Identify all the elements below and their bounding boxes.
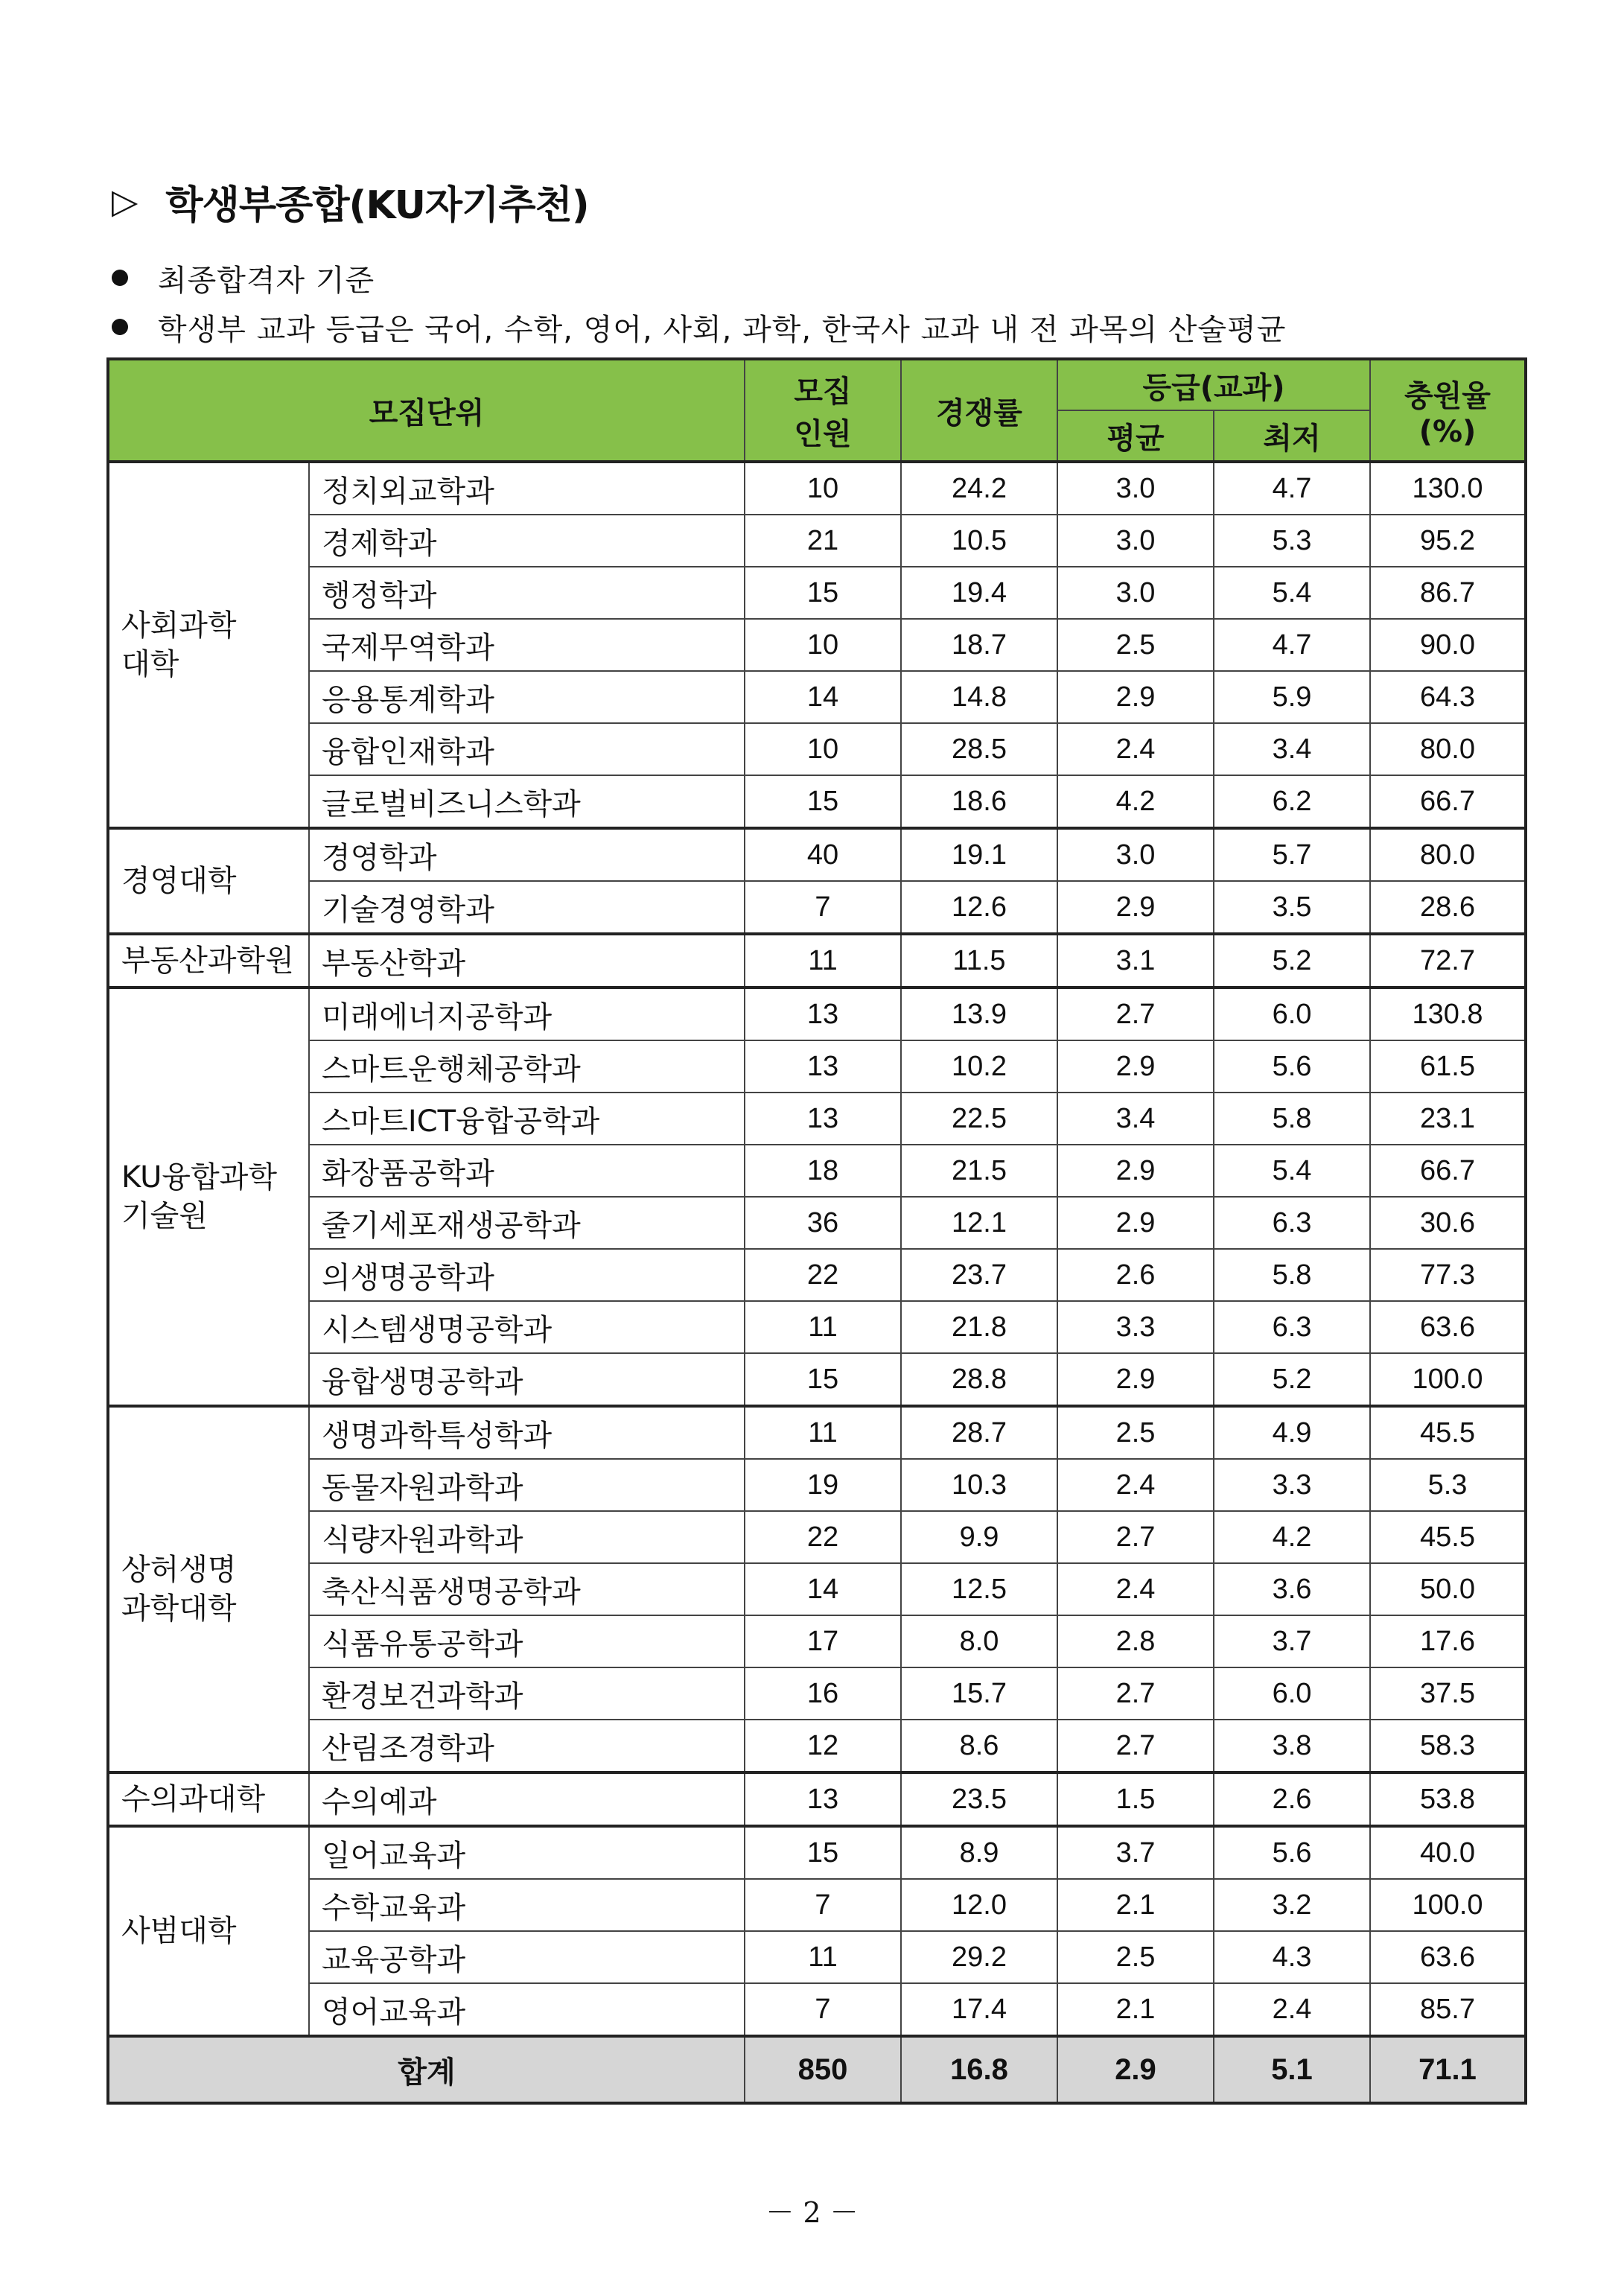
grade-avg-cell: 2.7: [1057, 1667, 1214, 1720]
quota-cell: 21: [745, 515, 901, 567]
grade-min-cell: 5.3: [1214, 515, 1370, 567]
quota-cell: 15: [745, 1353, 901, 1406]
grade-min-cell: 3.4: [1214, 723, 1370, 775]
dept-cell: 일어교육과: [309, 1826, 745, 1879]
fill-rate-cell: 23.1: [1370, 1093, 1526, 1145]
dept-cell: 미래에너지공학과: [309, 988, 745, 1040]
header-fill-rate: [1370, 359, 1526, 462]
table-row: [108, 1772, 1526, 1826]
competition-cell: 28.5: [901, 723, 1057, 775]
grade-min-cell: 2.6: [1214, 1772, 1370, 1826]
total-grade-min: 5.1: [1214, 2036, 1370, 2103]
grade-min-cell: 5.2: [1214, 1353, 1370, 1406]
grade-min-cell: 3.7: [1214, 1615, 1370, 1667]
fill-rate-cell: 40.0: [1370, 1826, 1526, 1879]
competition-cell: 10.3: [901, 1459, 1057, 1511]
note-text: 최종합격자 기준: [158, 263, 375, 298]
table-row: [108, 567, 1526, 619]
college-cell: 사회과학 대학: [108, 462, 309, 828]
quota-cell: 10: [745, 723, 901, 775]
fill-rate-cell: 63.6: [1370, 1931, 1526, 1983]
college-cell: 부동산과학원: [108, 934, 309, 988]
dept-cell: 경제학과: [309, 515, 745, 567]
note-item: [112, 253, 1286, 302]
table-row: [108, 1615, 1526, 1667]
quota-cell: 36: [745, 1197, 901, 1249]
competition-cell: 22.5: [901, 1093, 1057, 1145]
dept-cell: 응용통계학과: [309, 671, 745, 723]
header-grade-avg: 평균: [1057, 410, 1214, 462]
competition-cell: 13.9: [901, 988, 1057, 1040]
table-row: [108, 1879, 1526, 1931]
fill-rate-cell: 90.0: [1370, 619, 1526, 671]
fill-rate-cell: 130.0: [1370, 462, 1526, 515]
total-competition: 16.8: [901, 2036, 1057, 2103]
quota-cell: 13: [745, 988, 901, 1040]
grade-min-cell: 5.6: [1214, 1826, 1370, 1879]
total-grade-avg: 2.9: [1057, 2036, 1214, 2103]
dept-cell: 식품유통공학과: [309, 1615, 745, 1667]
table-row: [108, 828, 1526, 881]
competition-cell: 19.1: [901, 828, 1057, 881]
grade-min-cell: 6.3: [1214, 1301, 1370, 1353]
college-cell: 경영대학: [108, 828, 309, 934]
fill-rate-cell: 61.5: [1370, 1040, 1526, 1093]
grade-avg-cell: 3.3: [1057, 1301, 1214, 1353]
fill-rate-cell: 80.0: [1370, 723, 1526, 775]
fill-rate-cell: 66.7: [1370, 775, 1526, 828]
table-row: [108, 775, 1526, 828]
dept-cell: 경영학과: [309, 828, 745, 881]
grade-min-cell: 4.3: [1214, 1931, 1370, 1983]
grade-min-cell: 5.8: [1214, 1093, 1370, 1145]
table-row: [108, 1353, 1526, 1406]
quota-cell: 22: [745, 1511, 901, 1563]
grade-avg-cell: 2.9: [1057, 671, 1214, 723]
table-row: [108, 1563, 1526, 1615]
fill-rate-cell: 72.7: [1370, 934, 1526, 988]
header-row: [108, 359, 1526, 410]
grade-min-cell: 6.0: [1214, 1667, 1370, 1720]
dept-cell: 융합생명공학과: [309, 1353, 745, 1406]
grade-avg-cell: 2.9: [1057, 1353, 1214, 1406]
header-competition: 경쟁률: [901, 359, 1057, 462]
grade-min-cell: 4.9: [1214, 1406, 1370, 1459]
table-row: [108, 619, 1526, 671]
grade-avg-cell: 2.1: [1057, 1879, 1214, 1931]
header-quota-line1: 모집: [794, 375, 852, 409]
total-row: [108, 2036, 1526, 2103]
dept-cell: 국제무역학과: [309, 619, 745, 671]
bullet-icon: [112, 270, 128, 286]
competition-cell: 8.0: [901, 1615, 1057, 1667]
quota-cell: 15: [745, 775, 901, 828]
grade-avg-cell: 2.7: [1057, 1511, 1214, 1563]
fill-rate-cell: 37.5: [1370, 1667, 1526, 1720]
quota-cell: 22: [745, 1249, 901, 1301]
grade-avg-cell: 3.0: [1057, 567, 1214, 619]
quota-cell: 19: [745, 1459, 901, 1511]
grade-min-cell: 2.4: [1214, 1983, 1370, 2036]
grade-min-cell: 4.7: [1214, 619, 1370, 671]
fill-rate-cell: 45.5: [1370, 1511, 1526, 1563]
grade-avg-cell: 2.7: [1057, 988, 1214, 1040]
header-quota-line2: 인원: [794, 417, 852, 451]
total-quota: 850: [745, 2036, 901, 2103]
fill-rate-cell: 64.3: [1370, 671, 1526, 723]
grade-avg-cell: 4.2: [1057, 775, 1214, 828]
fill-rate-cell: 5.3: [1370, 1459, 1526, 1511]
table-row: [108, 988, 1526, 1040]
grade-min-cell: 4.7: [1214, 462, 1370, 515]
quota-cell: 7: [745, 1983, 901, 2036]
table-row: [108, 1931, 1526, 1983]
grade-avg-cell: 3.7: [1057, 1826, 1214, 1879]
grade-avg-cell: 3.4: [1057, 1093, 1214, 1145]
grade-avg-cell: 2.6: [1057, 1249, 1214, 1301]
total-label: 합계: [108, 2036, 745, 2103]
grade-min-cell: 5.8: [1214, 1249, 1370, 1301]
college-cell: 상허생명 과학대학: [108, 1406, 309, 1772]
fill-rate-cell: 53.8: [1370, 1772, 1526, 1826]
dept-cell: 정치외교학과: [309, 462, 745, 515]
quota-cell: 11: [745, 934, 901, 988]
fill-rate-cell: 17.6: [1370, 1615, 1526, 1667]
note-text: 학생부 교과 등급은 국어, 수학, 영어, 사회, 과학, 한국사 교과 내 전 과목의 산술평균: [158, 312, 1287, 347]
dept-cell: 교육공학과: [309, 1931, 745, 1983]
grade-min-cell: 3.6: [1214, 1563, 1370, 1615]
quota-cell: 15: [745, 1826, 901, 1879]
quota-cell: 17: [745, 1615, 901, 1667]
section-title: [112, 171, 589, 231]
grade-min-cell: 5.4: [1214, 1145, 1370, 1197]
competition-cell: 18.7: [901, 619, 1057, 671]
total-fill-rate: 71.1: [1370, 2036, 1526, 2103]
quota-cell: 11: [745, 1406, 901, 1459]
table-row: [108, 1249, 1526, 1301]
grade-avg-cell: 2.4: [1057, 723, 1214, 775]
dept-cell: 환경보건과학과: [309, 1667, 745, 1720]
competition-cell: 14.8: [901, 671, 1057, 723]
quota-cell: 10: [745, 462, 901, 515]
dept-cell: 기술경영학과: [309, 881, 745, 934]
grade-min-cell: 6.2: [1214, 775, 1370, 828]
page-number: － 2 －: [765, 2196, 859, 2229]
table-row: [108, 1145, 1526, 1197]
grade-avg-cell: 2.5: [1057, 1406, 1214, 1459]
dept-cell: 의생명공학과: [309, 1249, 745, 1301]
grade-avg-cell: 2.9: [1057, 881, 1214, 934]
grade-avg-cell: 2.9: [1057, 1040, 1214, 1093]
dept-cell: 줄기세포재생공학과: [309, 1197, 745, 1249]
grade-avg-cell: 3.0: [1057, 462, 1214, 515]
grade-min-cell: 3.3: [1214, 1459, 1370, 1511]
header-unit: 모집단위: [108, 359, 745, 462]
note-item: [112, 302, 1286, 352]
bullet-icon: [112, 319, 128, 335]
table-body: [108, 462, 1526, 2103]
quota-cell: 11: [745, 1931, 901, 1983]
college-cell: 수의과대학: [108, 1772, 309, 1826]
competition-cell: 9.9: [901, 1511, 1057, 1563]
college-cell: KU융합과학 기술원: [108, 988, 309, 1406]
college-cell: 사범대학: [108, 1826, 309, 2036]
competition-cell: 23.7: [901, 1249, 1057, 1301]
fill-rate-cell: 95.2: [1370, 515, 1526, 567]
grade-avg-cell: 2.5: [1057, 619, 1214, 671]
competition-cell: 29.2: [901, 1931, 1057, 1983]
competition-cell: 12.5: [901, 1563, 1057, 1615]
table-row: [108, 1511, 1526, 1563]
header-fill-line2: (%): [1418, 414, 1477, 449]
grade-min-cell: 3.8: [1214, 1720, 1370, 1772]
grade-avg-cell: 3.0: [1057, 828, 1214, 881]
dept-cell: 생명과학특성학과: [309, 1406, 745, 1459]
table-row: [108, 1459, 1526, 1511]
competition-cell: 21.8: [901, 1301, 1057, 1353]
fill-rate-cell: 100.0: [1370, 1879, 1526, 1931]
fill-rate-cell: 130.8: [1370, 988, 1526, 1040]
dept-cell: 수학교육과: [309, 1879, 745, 1931]
competition-cell: 8.9: [901, 1826, 1057, 1879]
dept-cell: 화장품공학과: [309, 1145, 745, 1197]
quota-cell: 11: [745, 1301, 901, 1353]
table-row: [108, 515, 1526, 567]
competition-cell: 12.6: [901, 881, 1057, 934]
dept-cell: 행정학과: [309, 567, 745, 619]
grade-avg-cell: 2.9: [1057, 1197, 1214, 1249]
competition-cell: 11.5: [901, 934, 1057, 988]
fill-rate-cell: 77.3: [1370, 1249, 1526, 1301]
dept-cell: 부동산학과: [309, 934, 745, 988]
header-grade: 등급(교과): [1057, 359, 1370, 410]
triangle-marker-icon: ▷: [112, 181, 138, 221]
grade-min-cell: 5.2: [1214, 934, 1370, 988]
dept-cell: 식량자원과학과: [309, 1511, 745, 1563]
competition-cell: 21.5: [901, 1145, 1057, 1197]
grade-min-cell: 6.3: [1214, 1197, 1370, 1249]
quota-cell: 14: [745, 1563, 901, 1615]
competition-cell: 8.6: [901, 1720, 1057, 1772]
header-fill-line1: 충원율: [1404, 378, 1491, 413]
dept-cell: 스마트운행체공학과: [309, 1040, 745, 1093]
quota-cell: 16: [745, 1667, 901, 1720]
quota-cell: 10: [745, 619, 901, 671]
admission-results-table: [106, 357, 1527, 2105]
table-row: [108, 1983, 1526, 2036]
quota-cell: 40: [745, 828, 901, 881]
table-row: [108, 671, 1526, 723]
quota-cell: 14: [745, 671, 901, 723]
competition-cell: 24.2: [901, 462, 1057, 515]
quota-cell: 13: [745, 1040, 901, 1093]
fill-rate-cell: 45.5: [1370, 1406, 1526, 1459]
competition-cell: 17.4: [901, 1983, 1057, 2036]
grade-min-cell: 6.0: [1214, 988, 1370, 1040]
table-row: [108, 1301, 1526, 1353]
dept-cell: 산림조경학과: [309, 1720, 745, 1772]
quota-cell: 12: [745, 1720, 901, 1772]
competition-cell: 10.5: [901, 515, 1057, 567]
dept-cell: 영어교육과: [309, 1983, 745, 2036]
grade-avg-cell: 2.5: [1057, 1931, 1214, 1983]
quota-cell: 13: [745, 1772, 901, 1826]
grade-avg-cell: 2.4: [1057, 1563, 1214, 1615]
grade-min-cell: 3.2: [1214, 1879, 1370, 1931]
fill-rate-cell: 63.6: [1370, 1301, 1526, 1353]
header-grade-min: 최저: [1214, 410, 1370, 462]
table-row: [108, 1667, 1526, 1720]
table-row: [108, 1406, 1526, 1459]
grade-min-cell: 3.5: [1214, 881, 1370, 934]
quota-cell: 7: [745, 1879, 901, 1931]
grade-min-cell: 5.6: [1214, 1040, 1370, 1093]
table-row: [108, 1197, 1526, 1249]
competition-cell: 23.5: [901, 1772, 1057, 1826]
competition-cell: 15.7: [901, 1667, 1057, 1720]
grade-avg-cell: 3.0: [1057, 515, 1214, 567]
grade-avg-cell: 1.5: [1057, 1772, 1214, 1826]
fill-rate-cell: 50.0: [1370, 1563, 1526, 1615]
table-row: [108, 1720, 1526, 1772]
table-row: [108, 1826, 1526, 1879]
table-row: [108, 881, 1526, 934]
competition-cell: 28.7: [901, 1406, 1057, 1459]
grade-avg-cell: 2.1: [1057, 1983, 1214, 2036]
dept-cell: 글로벌비즈니스학과: [309, 775, 745, 828]
grade-avg-cell: 2.9: [1057, 1145, 1214, 1197]
dept-cell: 동물자원과학과: [309, 1459, 745, 1511]
fill-rate-cell: 30.6: [1370, 1197, 1526, 1249]
competition-cell: 12.1: [901, 1197, 1057, 1249]
grade-avg-cell: 3.1: [1057, 934, 1214, 988]
grade-avg-cell: 2.4: [1057, 1459, 1214, 1511]
grade-min-cell: 5.4: [1214, 567, 1370, 619]
fill-rate-cell: 80.0: [1370, 828, 1526, 881]
grade-avg-cell: 2.7: [1057, 1720, 1214, 1772]
table-row: [108, 934, 1526, 988]
header-quota: [745, 359, 901, 462]
fill-rate-cell: 100.0: [1370, 1353, 1526, 1406]
quota-cell: 15: [745, 567, 901, 619]
dept-cell: 축산식품생명공학과: [309, 1563, 745, 1615]
notes-list: [112, 253, 1286, 352]
table-row: [108, 462, 1526, 515]
fill-rate-cell: 85.7: [1370, 1983, 1526, 2036]
grade-avg-cell: 2.8: [1057, 1615, 1214, 1667]
dept-cell: 시스템생명공학과: [309, 1301, 745, 1353]
competition-cell: 10.2: [901, 1040, 1057, 1093]
dept-cell: 융합인재학과: [309, 723, 745, 775]
quota-cell: 13: [745, 1093, 901, 1145]
competition-cell: 28.8: [901, 1353, 1057, 1406]
dept-cell: 수의예과: [309, 1772, 745, 1826]
fill-rate-cell: 66.7: [1370, 1145, 1526, 1197]
grade-min-cell: 4.2: [1214, 1511, 1370, 1563]
quota-cell: 18: [745, 1145, 901, 1197]
competition-cell: 12.0: [901, 1879, 1057, 1931]
table-row: [108, 723, 1526, 775]
dept-cell: 스마트ICT융합공학과: [309, 1093, 745, 1145]
fill-rate-cell: 86.7: [1370, 567, 1526, 619]
competition-cell: 19.4: [901, 567, 1057, 619]
fill-rate-cell: 58.3: [1370, 1720, 1526, 1772]
table-row: [108, 1040, 1526, 1093]
table-row: [108, 1093, 1526, 1145]
competition-cell: 18.6: [901, 775, 1057, 828]
quota-cell: 7: [745, 881, 901, 934]
grade-min-cell: 5.9: [1214, 671, 1370, 723]
grade-min-cell: 5.7: [1214, 828, 1370, 881]
fill-rate-cell: 28.6: [1370, 881, 1526, 934]
section-title-text: 학생부종합(KU자기추천): [165, 182, 589, 228]
